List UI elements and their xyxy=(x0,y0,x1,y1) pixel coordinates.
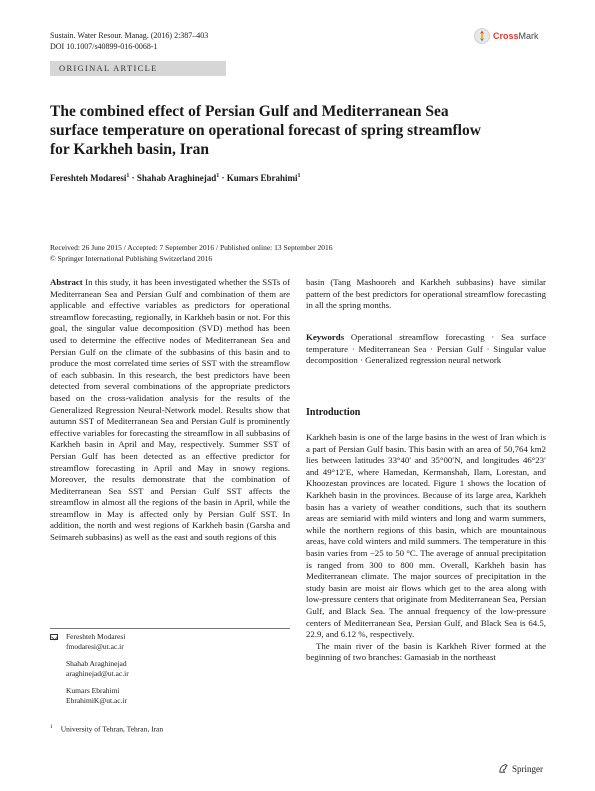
abstract-continued: basin (Tang Mashooreh and Karkheh subbasins) have similar pattern of the best predictors for operational streamflow forecasting in all the spring months. xyxy=(306,277,546,311)
contact-3-email[interactable]: EbrahimiK@ut.ac.ir xyxy=(66,696,128,705)
abstract xyxy=(50,277,290,544)
author-sep-1: · xyxy=(129,173,137,183)
author-sep-2: · xyxy=(219,173,227,183)
article-title xyxy=(50,102,520,159)
title-line-3: for Karkheh basin, Iran xyxy=(50,141,210,158)
springer-horse-icon xyxy=(498,763,509,774)
author-3[interactable]: Kumars Ebrahimi xyxy=(226,173,298,183)
journal-citation: Sustain. Water Resour. Manag. (2016) 2:387–403 xyxy=(50,31,209,40)
title-line-2: surface temperature on operational forecast of spring streamflow xyxy=(50,122,481,139)
keywords-text: Operational streamflow forecasting · Sea surface temperature · Mediterranean Sea · Persian Gulf · Singular value decomposition · Generalized regression neural network xyxy=(306,332,546,366)
contact-3-name: Kumars Ebrahimi xyxy=(66,686,120,695)
contact-1 xyxy=(50,632,290,652)
publication-dates xyxy=(50,242,332,264)
contact-1-name: Fereshteh Modaresi xyxy=(66,632,126,641)
publisher-name: Springer xyxy=(512,763,543,774)
copyright-line: © Springer International Publishing Switzerland 2016 xyxy=(50,254,213,263)
title-line-1: The combined effect of Persian Gulf and Mediterranean Sea xyxy=(50,103,449,120)
crossmark-rest: Mark xyxy=(518,31,539,41)
introduction-body xyxy=(306,432,546,664)
crossmark-brand: Cross xyxy=(493,31,519,41)
author-2-affil: 1 xyxy=(216,173,220,179)
intro-paragraph-1: Karkheh basin is one of the large basins in the west of Iran which is a part of Persian Gulf basin. This basin with an area of 50,764 km2 lies between latitudes 33°40′ and 35°00′N, and longitudes 46°23′ and 49°12′E, where Hamedan, Kermanshah, Ilam, Lorestan, and Khoozestan provinces are located. Figure 1 shows the location of Karkheh basin in the provinces. Because of its large area, Karkheh basin has a variety of weather conditions, such that its southern areas are semiarid with mild winters and long and warm summers, while the northern regions of this basin, which are mountainous areas, have cold winters and mild summers. The temperature in this basin varies from −25 to 50 °C. The average of annual precipitation is ranged from 300 to 800 mm. Overall, Karkheh basin has Mediterranean climate. The major sources of precipitation in the study basin are moist air flows which get to the area along with low-pressure centers that originate from Mediterranean Sea, Persian Gulf, and Black Sea. The annual frequency of the low-pressure centers of Mediterranean Sea, Persian Gulf, and Black Sea is 64.5, 22.9, and 6.12 %, respectively. xyxy=(306,432,546,640)
affiliation-number: 1 xyxy=(50,724,53,730)
keywords xyxy=(306,332,546,367)
article-type-banner xyxy=(50,61,226,76)
affiliation xyxy=(50,722,163,735)
history-line: Received: 26 June 2015 / Accepted: 7 September 2016 / Published online: 13 September 2016 xyxy=(50,243,333,252)
journal-header xyxy=(50,30,208,52)
envelope-icon xyxy=(50,634,58,640)
publisher-logo xyxy=(498,763,543,774)
author-3-affil: 1 xyxy=(297,173,301,179)
contact-divider xyxy=(50,628,290,629)
article-type-label: ORIGINAL ARTICLE xyxy=(59,63,158,73)
crossmark-icon xyxy=(474,28,490,44)
contact-block xyxy=(50,632,290,706)
contact-2-name: Shahab Araghinejad xyxy=(66,659,127,668)
abstract-label: Abstract xyxy=(50,277,83,287)
doi[interactable]: DOI 10.1007/s40899-016-0068-1 xyxy=(50,42,158,51)
section-heading-introduction: Introduction xyxy=(306,407,361,418)
author-2[interactable]: Shahab Araghinejad xyxy=(136,173,217,183)
keywords-label: Keywords xyxy=(306,332,345,342)
intro-paragraph-2: The main river of the basin is Karkheh River formed at the beginning of two branches: Gamasiab in the northeast xyxy=(306,640,546,663)
contact-2-email[interactable]: araghinejad@ut.ac.ir xyxy=(66,669,129,678)
contact-1-email[interactable]: fmodaresi@ut.ac.ir xyxy=(66,642,124,651)
abstract-text: In this study, it has been investigated whether the SSTs of Mediterranean Sea and Persian Gulf and combination of them are applicable and effective variables as predictors for operational streamflow forecasting, regionally, in Karkheh basin or not. For this goal, the singular value decomposition (SVD) method has been used to determine the effective nodes of Mediterranean Sea and Persian Gulf on the climate of the subbasins of this basin and to produce the most correlated time series of SST with the streamflow of each subbasin. In this research, the best predictors have been detected from several combinations of the appropriate predictors based on the cross-validation analysis for the results of the Generalized Regression Neural-Network model. Results show that autumn SST of Mediterranean Sea and Persian Gulf is prominently effective variables for forecasting the streamflow in all subbasins of Karkheh basin in April and May, respectively. Summer SST of Persian Gulf has been detected as an effective predictor for streamflow forecasting in April and May in snowy regions. Moreover, the results demonstrate that the combination of Mediterranean Sea SST and Persian Gulf SST affects the streamflow in almost all the regions of the basin in April, while the streamflow in May is affected only by Persian Gulf SST. In addition, the north and west regions of Karkheh basin (Garsha and Seimareh subbasins) as well as the east and south regions of this xyxy=(50,277,290,543)
author-1[interactable]: Fereshteh Modaresi xyxy=(50,173,127,183)
author-1-affil: 1 xyxy=(126,173,130,179)
crossmark-badge[interactable] xyxy=(474,28,539,44)
contact-3 xyxy=(50,686,290,706)
contact-2 xyxy=(50,659,290,679)
author-list xyxy=(50,173,300,183)
affiliation-text: University of Tehran, Tehran, Iran xyxy=(60,724,164,734)
